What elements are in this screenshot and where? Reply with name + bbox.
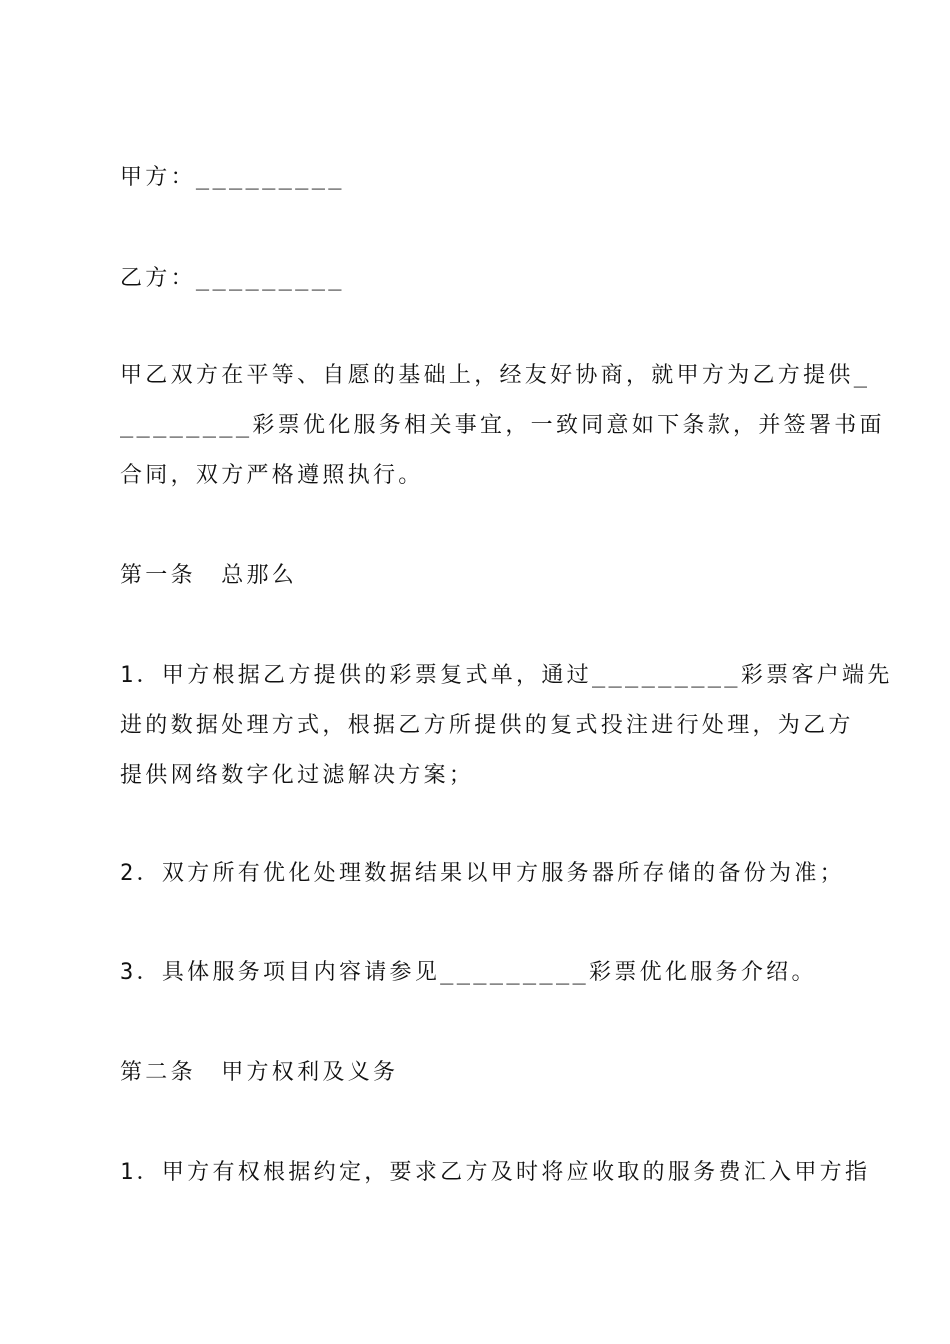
- party-b-line: 乙方：_________: [120, 266, 345, 291]
- article-1-item-2: 2．双方所有优化处理数据结果以甲方服务器所存储的备份为准；: [120, 861, 845, 886]
- article-1-item-1-line-3: 提供网络数字化过滤解决方案；: [120, 763, 475, 788]
- article-1-item-3: 3．具体服务项目内容请参见_________彩票优化服务介绍。: [120, 960, 817, 985]
- party-a-line: 甲方：_________: [120, 165, 345, 190]
- article-2-heading: 第二条 甲方权利及义务: [120, 1060, 399, 1085]
- intro-line-1: 甲乙双方在平等、自愿的基础上，经友好协商，就甲方为乙方提供_: [120, 363, 871, 388]
- article-2-item-1: 1．甲方有权根据约定，要求乙方及时将应收取的服务费汇入甲方指: [120, 1160, 871, 1185]
- article-1-heading: 第一条 总那么: [120, 563, 298, 588]
- article-1-item-1-line-1: 1．甲方根据乙方提供的彩票复式单，通过_________彩票客户端先: [120, 663, 893, 688]
- article-1-item-1-line-2: 进的数据处理方式，根据乙方所提供的复式投注进行处理，为乙方: [120, 713, 854, 738]
- intro-line-3: 合同，双方严格遵照执行。: [120, 463, 424, 488]
- intro-line-2: ________彩票优化服务相关事宜，一致同意如下条款，并签署书面: [120, 413, 885, 438]
